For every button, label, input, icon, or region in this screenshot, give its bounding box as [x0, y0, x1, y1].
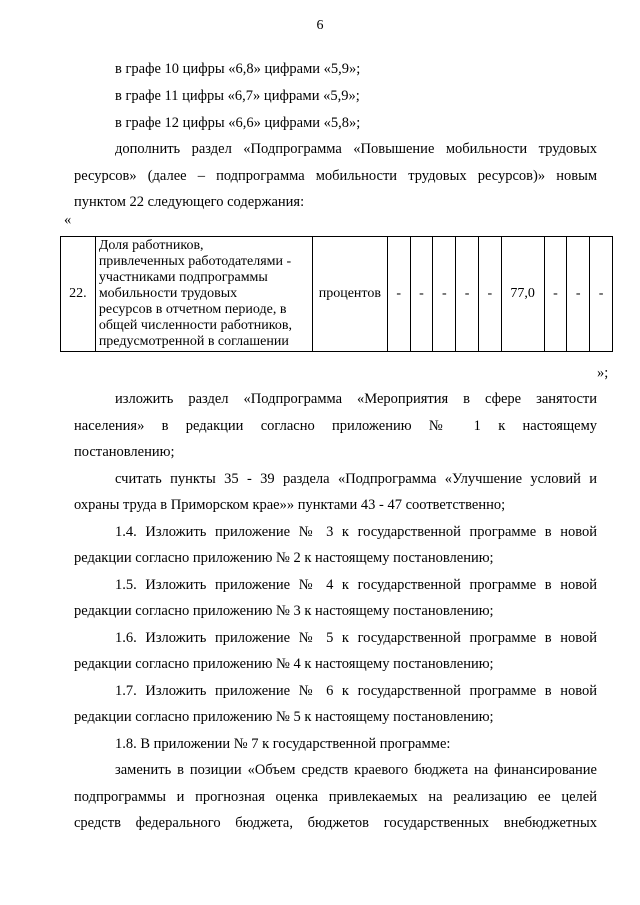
value-cell: -	[410, 237, 433, 352]
para-line: ресурсов» (далее – подпрограмма мобильности трудовых ресурсов)» новым	[74, 168, 597, 184]
para-line: 1.6. Изложить приложение № 5 к государственной программе в новой	[115, 630, 597, 646]
para-line: считать пункты 35 - 39 раздела «Подпрограмма «Улучшение условий и	[115, 471, 597, 487]
value-cell: -	[567, 237, 590, 352]
para-line: заменить в позиции «Объем средств краевого бюджета на финансирование	[115, 762, 597, 778]
inserted-table	[60, 236, 613, 352]
indicator-line: Доля работников,	[98, 238, 204, 253]
page-number: 6	[316, 18, 324, 33]
para-line: редакции согласно приложению № 4 к настоящему постановлению;	[74, 656, 494, 672]
para-line: дополнить раздел «Подпрограмма «Повышение мобильности трудовых	[115, 141, 597, 157]
indicator-line: участниками подпрограммы	[98, 270, 268, 285]
value-cell: -	[590, 237, 613, 352]
para-line: 1.5. Изложить приложение № 4 к государственной программе в новой	[115, 577, 597, 593]
para-line: редакции согласно приложению № 2 к настоящему постановлению;	[74, 550, 494, 566]
unit-cell: процентов	[312, 237, 387, 352]
para-line: пунктом 22 следующего содержания:	[74, 194, 305, 210]
para-line: изложить раздел «Подпрограмма «Мероприятия в сфере занятости	[115, 391, 597, 407]
para-line: средств федерального бюджета, бюджетов государственных внебюджетных	[74, 815, 597, 831]
indicator-name	[95, 237, 312, 352]
quote-open: «	[64, 212, 72, 228]
value-cell: -	[456, 237, 479, 352]
table-row	[61, 237, 613, 352]
para-line: в графе 10 цифры «6,8» цифрами «5,9»;	[115, 61, 361, 77]
value-cell: -	[387, 237, 410, 352]
para-line: редакции согласно приложению № 3 к настоящему постановлению;	[74, 603, 494, 619]
row-number: 22.	[61, 237, 96, 352]
para-line: охраны труда в Приморском крае»» пунктами 43 - 47 соответственно;	[74, 497, 506, 513]
indicator-line: привлеченных работодателями -	[98, 254, 292, 269]
para-line: населения» в редакции согласно приложению № 1 к настоящему	[74, 418, 597, 434]
para-line: 1.7. Изложить приложение № 6 к государственной программе в новой	[115, 683, 597, 699]
indicator-line: общей численности работников,	[98, 318, 292, 333]
para-line: подпрограммы и прогнозная оценка привлекаемых на реализацию ее целей	[74, 789, 597, 805]
value-cell: -	[544, 237, 567, 352]
indicator-line: предусмотренной в соглашении	[98, 334, 289, 349]
value-cell: -	[433, 237, 456, 352]
quote-close: »;	[597, 365, 609, 381]
para-line: постановлению;	[74, 444, 175, 460]
para-line: в графе 12 цифры «6,6» цифрами «5,8»;	[115, 115, 361, 131]
para-line: в графе 11 цифры «6,7» цифрами «5,9»;	[115, 88, 360, 104]
para-line: 1.4. Изложить приложение № 3 к государственной программе в новой	[115, 524, 597, 540]
indicator-line: мобильности трудовых	[98, 286, 238, 301]
para-line: 1.8. В приложении № 7 к государственной программе:	[115, 736, 451, 752]
para-line: редакции согласно приложению № 5 к настоящему постановлению;	[74, 709, 494, 725]
value-cell: 77,0	[501, 237, 544, 352]
value-cell: -	[478, 237, 501, 352]
indicator-line: ресурсов в отчетном периоде, в	[98, 302, 287, 317]
